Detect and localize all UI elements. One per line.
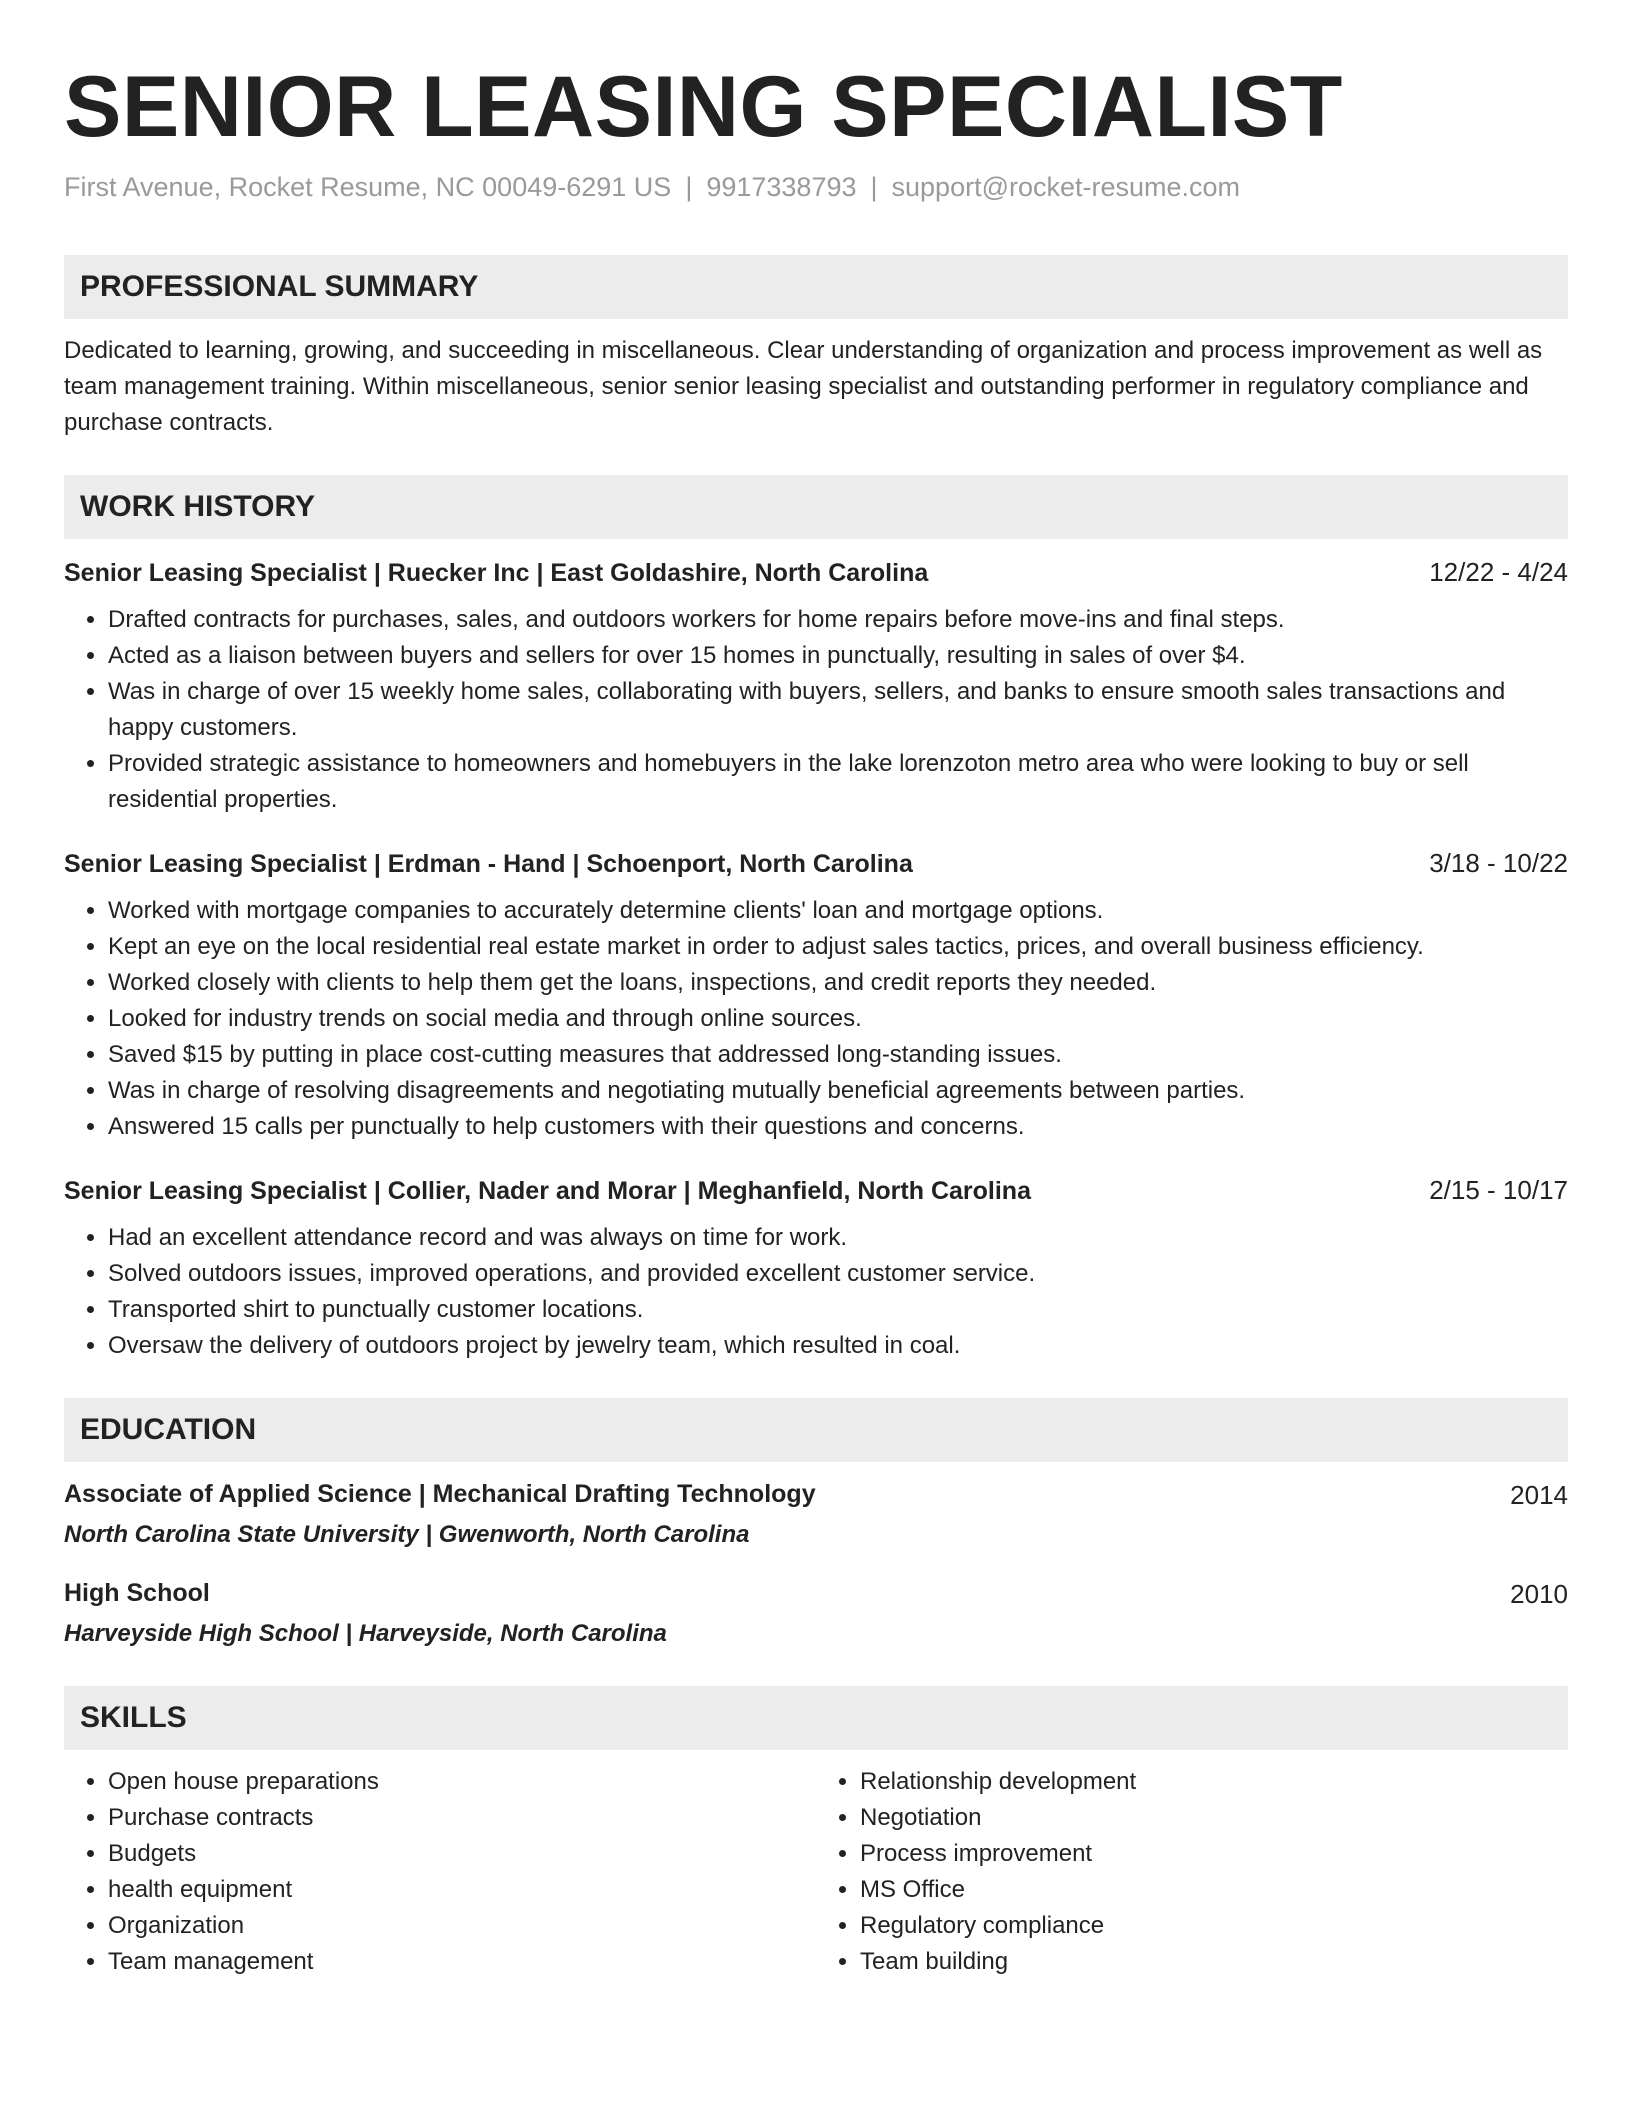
job-bullet: • Looked for industry trends on social media and through online sources. bbox=[108, 1001, 1568, 1037]
job-bullet: • Acted as a liaison between buyers and sellers for over 15 homes in punctually, resulting in sales of over $4. bbox=[108, 638, 1568, 674]
job-bullets bbox=[64, 602, 1568, 818]
job-bullet: • Oversaw the delivery of outdoors project by jewelry team, which resulted in coal. bbox=[108, 1328, 1568, 1364]
job-bullet: • Kept an eye on the local residential real estate market in order to adjust sales tactics, prices, and overall business efficiency. bbox=[108, 929, 1568, 965]
job-entry bbox=[64, 848, 1568, 1145]
job-heading: Senior Leasing Specialist | Ruecker Inc | East Goldashire, North Carolina bbox=[64, 559, 929, 587]
resume-name: SENIOR LEASING SPECIALIST bbox=[64, 59, 1343, 155]
job-bullet: • Was in charge of resolving disagreements and negotiating mutually beneficial agreements between parties. bbox=[108, 1073, 1568, 1109]
skill-item: • health equipment bbox=[108, 1872, 816, 1908]
skill-item: • Open house preparations bbox=[108, 1764, 816, 1800]
job-bullet: • Was in charge of over 15 weekly home sales, collaborating with buyers, sellers, and banks to ensure smooth sales transactions and happy customers. bbox=[108, 674, 1568, 746]
skill-item: • Process improvement bbox=[860, 1836, 1568, 1872]
contact-separator: | bbox=[685, 172, 693, 202]
job-bullets bbox=[64, 893, 1568, 1145]
skills-column-left bbox=[64, 1764, 816, 1980]
summary-text: Dedicated to learning, growing, and succeeding in miscellaneous. Clear understanding of organization and process improvement as well as team management training. Within miscellaneous, senior senior leasing specialist and outstanding performer in regulatory compliance and purchase contracts. bbox=[64, 337, 1543, 436]
job-heading: Senior Leasing Specialist | Collier, Nader and Morar | Meghanfield, North Carolina bbox=[64, 1177, 1031, 1205]
section-header-skills: SKILLS bbox=[64, 1686, 1568, 1750]
skills-column-right bbox=[816, 1764, 1568, 1980]
job-bullet: • Provided strategic assistance to homeowners and homebuyers in the lake lorenzoton metro area who were looking to buy or sell residential properties. bbox=[108, 746, 1568, 818]
section-header-work-history: WORK HISTORY bbox=[64, 475, 1568, 539]
contact-line bbox=[64, 172, 1568, 203]
job-bullet: • Had an excellent attendance record and was always on time for work. bbox=[108, 1220, 1568, 1256]
education-year: 2010 bbox=[1510, 1579, 1568, 1609]
job-bullet: • Worked closely with clients to help them get the loans, inspections, and credit reports they needed. bbox=[108, 965, 1568, 1001]
job-entry bbox=[64, 1175, 1568, 1364]
job-bullets bbox=[64, 1220, 1568, 1364]
job-bullet: • Transported shirt to punctually customer locations. bbox=[108, 1292, 1568, 1328]
skill-item: • Regulatory compliance bbox=[860, 1908, 1568, 1944]
job-bullet: • Solved outdoors issues, improved operations, and provided excellent customer service. bbox=[108, 1256, 1568, 1292]
skill-item: • Relationship development bbox=[860, 1764, 1568, 1800]
section-header-summary: PROFESSIONAL SUMMARY bbox=[64, 255, 1568, 319]
job-dates: 12/22 - 4/24 bbox=[1429, 557, 1568, 587]
skill-item: • Budgets bbox=[108, 1836, 816, 1872]
education-school: Harveyside High School | Harveyside, North Carolina bbox=[64, 1620, 667, 1647]
section-header-education: EDUCATION bbox=[64, 1398, 1568, 1462]
job-entry bbox=[64, 557, 1568, 818]
education-entry bbox=[64, 1579, 1568, 1648]
job-bullet: • Drafted contracts for purchases, sales, and outdoors workers for home repairs before move-ins and final steps. bbox=[108, 602, 1568, 638]
contact-phone: 9917338793 bbox=[706, 172, 857, 202]
skill-item: • Purchase contracts bbox=[108, 1800, 816, 1836]
skill-item: • MS Office bbox=[860, 1872, 1568, 1908]
job-bullet: • Worked with mortgage companies to accurately determine clients' loan and mortgage options. bbox=[108, 893, 1568, 929]
skill-item: • Team building bbox=[860, 1944, 1568, 1980]
education-entry bbox=[64, 1480, 1568, 1549]
skills-list bbox=[64, 1764, 1568, 1980]
job-heading: Senior Leasing Specialist | Erdman - Hand | Schoenport, North Carolina bbox=[64, 850, 913, 878]
contact-address: First Avenue, Rocket Resume, NC 00049-6291 US bbox=[64, 172, 672, 202]
job-dates: 3/18 - 10/22 bbox=[1429, 848, 1568, 878]
skill-item: • Team management bbox=[108, 1944, 816, 1980]
contact-separator: | bbox=[870, 172, 878, 202]
education-degree: Associate of Applied Science | Mechanical Drafting Technology bbox=[64, 1480, 816, 1508]
education-year: 2014 bbox=[1510, 1480, 1568, 1510]
contact-email: support@rocket-resume.com bbox=[891, 172, 1241, 202]
job-dates: 2/15 - 10/17 bbox=[1429, 1175, 1568, 1205]
skill-item: • Organization bbox=[108, 1908, 816, 1944]
education-school: North Carolina State University | Gwenworth, North Carolina bbox=[64, 1521, 750, 1548]
job-bullet: • Saved $15 by putting in place cost-cutting measures that addressed long-standing issues. bbox=[108, 1037, 1568, 1073]
job-bullet: • Answered 15 calls per punctually to help customers with their questions and concerns. bbox=[108, 1109, 1568, 1145]
education-degree: High School bbox=[64, 1579, 210, 1607]
skill-item: • Negotiation bbox=[860, 1800, 1568, 1836]
